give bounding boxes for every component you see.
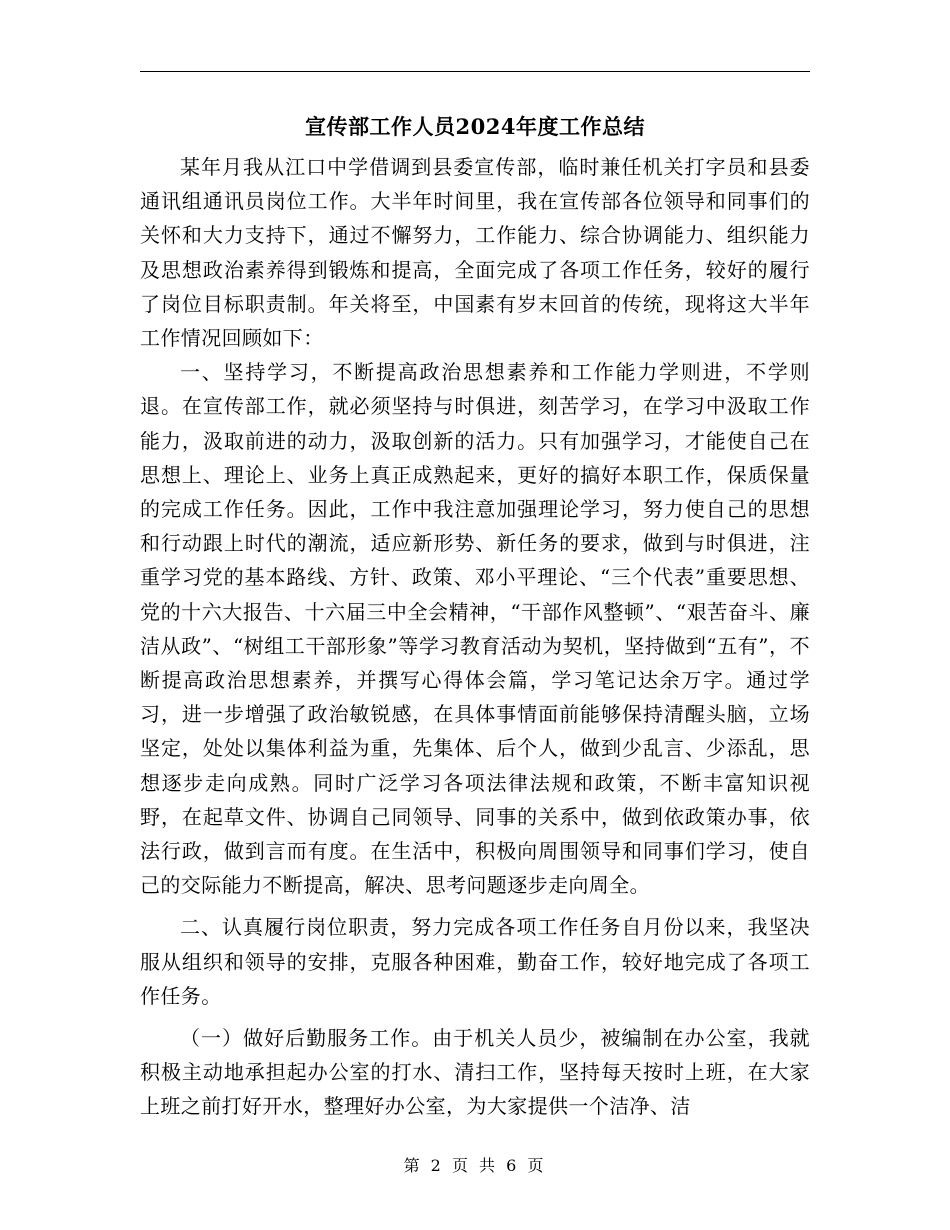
document-body <box>140 150 810 1124</box>
paragraph-intro: 某年月我从江口中学借调到县委宣传部，临时兼任机关打字员和县委通讯组通讯员岗位工作。大半年时间里，我在宣传部各位领导和同事们的关怀和大力支持下，通过不懈努力，工作能力、综合协调能力、组织能力及思想政治素养得到锻炼和提高，全面完成了各项工作任务，较好的履行了岗位目标职责制。年关将至，中国素有岁末回首的传统，现将这大半年工作情况回顾如下： <box>140 155 810 351</box>
document-title: 宣传部工作人员2024年度工作总结 <box>305 114 645 139</box>
header-rule <box>140 71 810 72</box>
paragraph-subsection-1: （一）做好后勤服务工作。由于机关人员少，被编制在办公室，我就积极主动地承担起办公室的打水、清扫工作，坚持每天按时上班，在大家上班之前打好开水，整理好办公室，为大家提供一个洁净、洁 <box>140 1026 810 1119</box>
paragraph-section-1: 一、坚持学习，不断提高政治思想素养和工作能力学则进，不学则退。在宣传部工作，就必须坚持与时俱进，刻苦学习，在学习中汲取工作能力，汲取前进的动力，汲取创新的活力。只有加强学习，才能使自己在思想上、理论上、业务上真正成熟起来，更好的搞好本职工作，保质保量的完成工作任务。因此，工作中我注意加强理论学习，努力使自己的思想和行动跟上时代的潮流，适应新形势、新任务的要求，做到与时俱进，注重学习党的基本路线、方针、政策、邓小平理论、“三个代表”重要思想、党的十六大报告、十六届三中全会精神，“干部作风整顿”、“艰苦奋斗、廉洁从政”、“树组工干部形象”等学习教育活动为契机，坚持做到“五有”，不断提高政治思想素养，并撰写心得体会篇，学习笔记达余万字。通过学习，进一步增强了政治敏锐感，在具体事情面前能够保持清醒头脑，立场坚定，处处以集体利益为重，先集体、后个人，做到少乱言、少添乱，思想逐步走向成熟。同时广泛学习各项法律法规和政策，不断丰富知识视野，在起草文件、协调自己同领导、同事的关系中，做到依政策办事，依法行政，做到言而有度。在生活中，积极向周围领导和同事们学习，使自己的交际能力不断提高，解决、思考问题逐步走向周全。 <box>140 360 810 898</box>
paragraph-section-2: 二、认真履行岗位职责，努力完成各项工作任务自月份以来，我坚决服从组织和领导的安排，克服各种困难，勤奋工作，较好地完成了各项工作任务。 <box>140 915 810 1008</box>
page-number: 第 2 页 共 6 页 <box>403 1156 547 1175</box>
